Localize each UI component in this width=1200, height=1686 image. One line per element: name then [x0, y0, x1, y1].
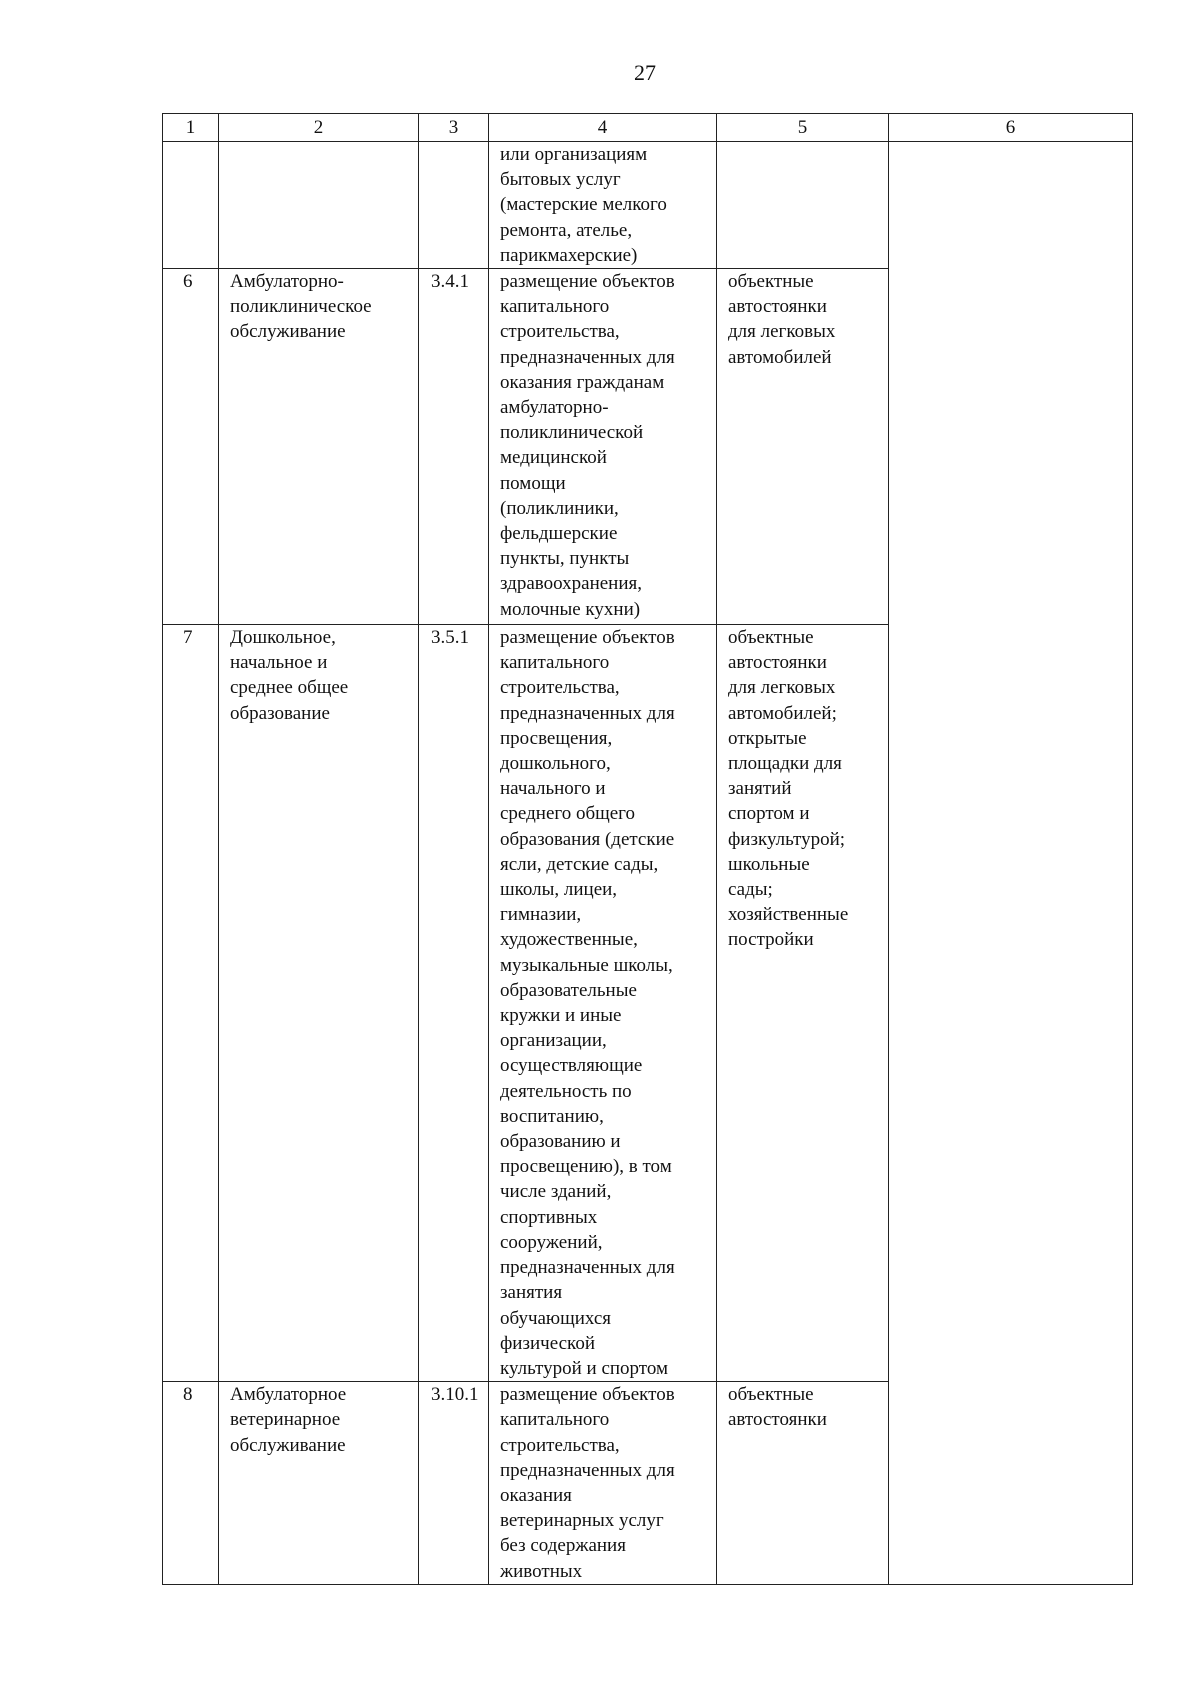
column-header-4: 4 — [489, 114, 717, 142]
column-6-cell — [889, 625, 1133, 1382]
description-cell: размещение объектов капитального строительства, предназначенных для оказания гражданам амбулаторно- поликлинической медицинской помощи (поликлиники, фельдшерские пункты, пункты здравоохранения, молочные кухни) — [489, 269, 717, 625]
row-number-cell: 7 — [163, 625, 219, 1382]
row-number-cell — [163, 142, 219, 269]
table-header-row — [163, 114, 1133, 142]
table-row — [163, 1382, 1133, 1585]
land-use-name-cell: Амбулаторно- поликлиническое обслуживание — [219, 269, 419, 625]
column-6-cell — [889, 269, 1133, 625]
row-number-cell: 6 — [163, 269, 219, 625]
column-header-1: 1 — [163, 114, 219, 142]
description-cell: размещение объектов капитального строительства, предназначенных для просвещения, дошкольного, начального и среднего общего образования (детские ясли, детские сады, школы, лицеи, гимназии, художественные, музыкальные школы, образовательные кружки и иные организации, осуществляющие деятельность по воспитанию, образованию и просвещению), в том числе зданий, спортивных сооружений, предназначенных для занятия обучающихся физической культурой и спортом — [489, 625, 717, 1382]
land-use-name-cell: Амбулаторное ветеринарное обслуживание — [219, 1382, 419, 1585]
land-use-code-cell — [419, 142, 489, 269]
table-row — [163, 625, 1133, 1382]
land-use-code-cell: 3.5.1 — [419, 625, 489, 1382]
auxiliary-use-cell: объектные автостоянки для легковых автомобилей; открытые площадки для занятий спортом и физкультурой; школьные сады; хозяйственные постройки — [717, 625, 889, 1382]
auxiliary-use-cell: объектные автостоянки — [717, 1382, 889, 1585]
land-use-name-cell — [219, 142, 419, 269]
land-use-code-cell: 3.10.1 — [419, 1382, 489, 1585]
description-cell: размещение объектов капитального строительства, предназначенных для оказания ветеринарных услуг без содержания животных — [489, 1382, 717, 1585]
land-use-code-cell: 3.4.1 — [419, 269, 489, 625]
description-cell: или организациям бытовых услуг (мастерские мелкого ремонта, ателье, парикмахерские) — [489, 142, 717, 269]
column-header-6: 6 — [889, 114, 1133, 142]
land-use-table — [162, 113, 1133, 1585]
column-header-3: 3 — [419, 114, 489, 142]
page-number: 27 — [634, 60, 656, 85]
column-6-cell — [889, 1382, 1133, 1585]
land-use-name-cell: Дошкольное, начальное и среднее общее образование — [219, 625, 419, 1382]
auxiliary-use-cell — [717, 142, 889, 269]
row-number-cell: 8 — [163, 1382, 219, 1585]
table-row — [163, 142, 1133, 269]
table-row — [163, 269, 1133, 625]
column-6-cell — [889, 142, 1133, 269]
column-header-5: 5 — [717, 114, 889, 142]
auxiliary-use-cell: объектные автостоянки для легковых автомобилей — [717, 269, 889, 625]
column-header-2: 2 — [219, 114, 419, 142]
